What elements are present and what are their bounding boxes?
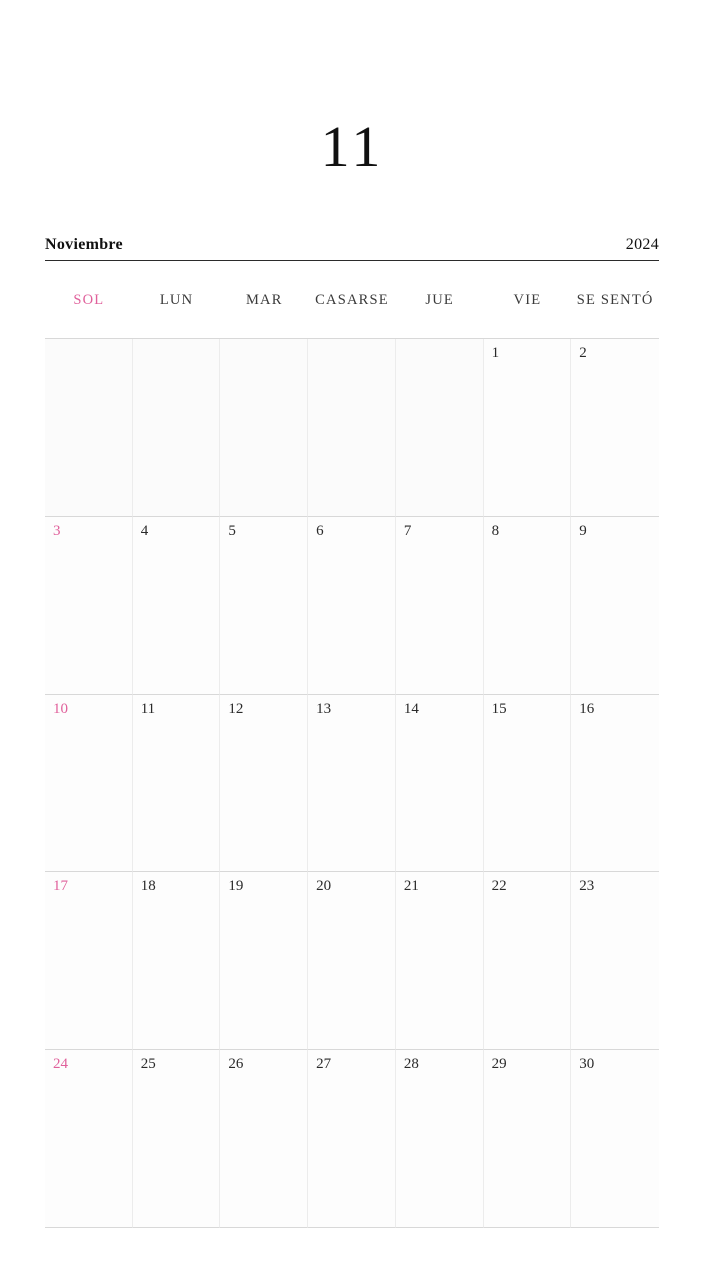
day-number: 24 <box>53 1056 68 1073</box>
day-cell[interactable] <box>45 872 133 1050</box>
day-cell[interactable] <box>484 1050 572 1228</box>
day-cell-empty <box>45 339 133 517</box>
day-number: 23 <box>579 878 595 895</box>
day-number: 8 <box>491 522 500 539</box>
day-cell[interactable] <box>308 695 396 873</box>
day-cell[interactable] <box>396 517 484 695</box>
day-number: 11 <box>140 700 156 717</box>
weekday-label-3: CASARSE <box>315 292 389 308</box>
day-cell[interactable] <box>396 695 484 873</box>
weekday-label-0: SOL <box>73 292 105 308</box>
day-number: 20 <box>316 878 332 895</box>
day-cell[interactable] <box>571 695 659 873</box>
day-cell[interactable] <box>484 872 572 1050</box>
day-number: 26 <box>228 1056 244 1073</box>
weekday-label-5: VIE <box>513 292 542 308</box>
day-number: 14 <box>403 700 419 717</box>
weekday-label-2: MAR <box>245 292 283 308</box>
day-cell-empty <box>396 339 484 517</box>
day-number: 6 <box>316 522 324 539</box>
day-cell[interactable] <box>308 517 396 695</box>
weekday-label-4: JUE <box>425 292 454 308</box>
day-cell[interactable] <box>484 517 572 695</box>
day-number: 15 <box>491 700 507 717</box>
day-number: 25 <box>140 1056 156 1073</box>
month-name: Noviembre <box>45 236 123 253</box>
day-cell[interactable] <box>308 1050 396 1228</box>
day-cell[interactable] <box>484 339 572 517</box>
day-cell[interactable] <box>571 339 659 517</box>
calendar-title-row <box>45 236 659 261</box>
day-number: 9 <box>579 522 587 539</box>
day-cell[interactable] <box>45 695 133 873</box>
calendar-grid <box>45 338 659 1228</box>
day-cell[interactable] <box>484 695 572 873</box>
day-number: 16 <box>579 700 595 717</box>
day-cell[interactable] <box>220 695 308 873</box>
weekday-label-1: LUN <box>159 292 194 308</box>
day-number: 21 <box>403 878 419 895</box>
day-cell[interactable] <box>133 695 221 873</box>
day-number: 19 <box>228 878 244 895</box>
day-cell[interactable] <box>133 872 221 1050</box>
day-cell[interactable] <box>571 517 659 695</box>
day-cell[interactable] <box>396 872 484 1050</box>
day-cell[interactable] <box>133 1050 221 1228</box>
day-cell[interactable] <box>571 872 659 1050</box>
day-number: 28 <box>403 1056 419 1073</box>
day-number: 29 <box>491 1056 507 1073</box>
day-number: 10 <box>53 700 68 717</box>
day-number: 7 <box>403 522 412 539</box>
day-cell[interactable] <box>45 1050 133 1228</box>
day-cell[interactable] <box>220 517 308 695</box>
day-cell-empty <box>220 339 308 517</box>
day-cell-empty <box>308 339 396 517</box>
day-number: 18 <box>140 878 156 895</box>
day-number: 17 <box>53 878 68 895</box>
weekday-header <box>45 292 659 309</box>
day-number: 27 <box>316 1056 332 1073</box>
month-number: 11 <box>320 114 385 179</box>
day-cell[interactable] <box>220 1050 308 1228</box>
day-number: 13 <box>316 700 332 717</box>
day-cell[interactable] <box>571 1050 659 1228</box>
day-number: 3 <box>53 522 61 539</box>
day-number: 12 <box>228 700 244 717</box>
day-cell[interactable] <box>133 517 221 695</box>
day-number: 1 <box>491 345 500 361</box>
day-number: 22 <box>491 878 507 895</box>
day-cell[interactable] <box>220 872 308 1050</box>
day-number: 30 <box>579 1056 595 1073</box>
day-cell[interactable] <box>396 1050 484 1228</box>
day-number: 4 <box>140 522 149 539</box>
day-cell[interactable] <box>308 872 396 1050</box>
day-number: 5 <box>228 522 236 539</box>
weekday-label-6: SE SENTÓ <box>576 292 654 308</box>
day-cell[interactable] <box>45 517 133 695</box>
year-label: 2024 <box>625 236 659 253</box>
day-cell-empty <box>133 339 221 517</box>
day-number: 2 <box>579 345 587 361</box>
